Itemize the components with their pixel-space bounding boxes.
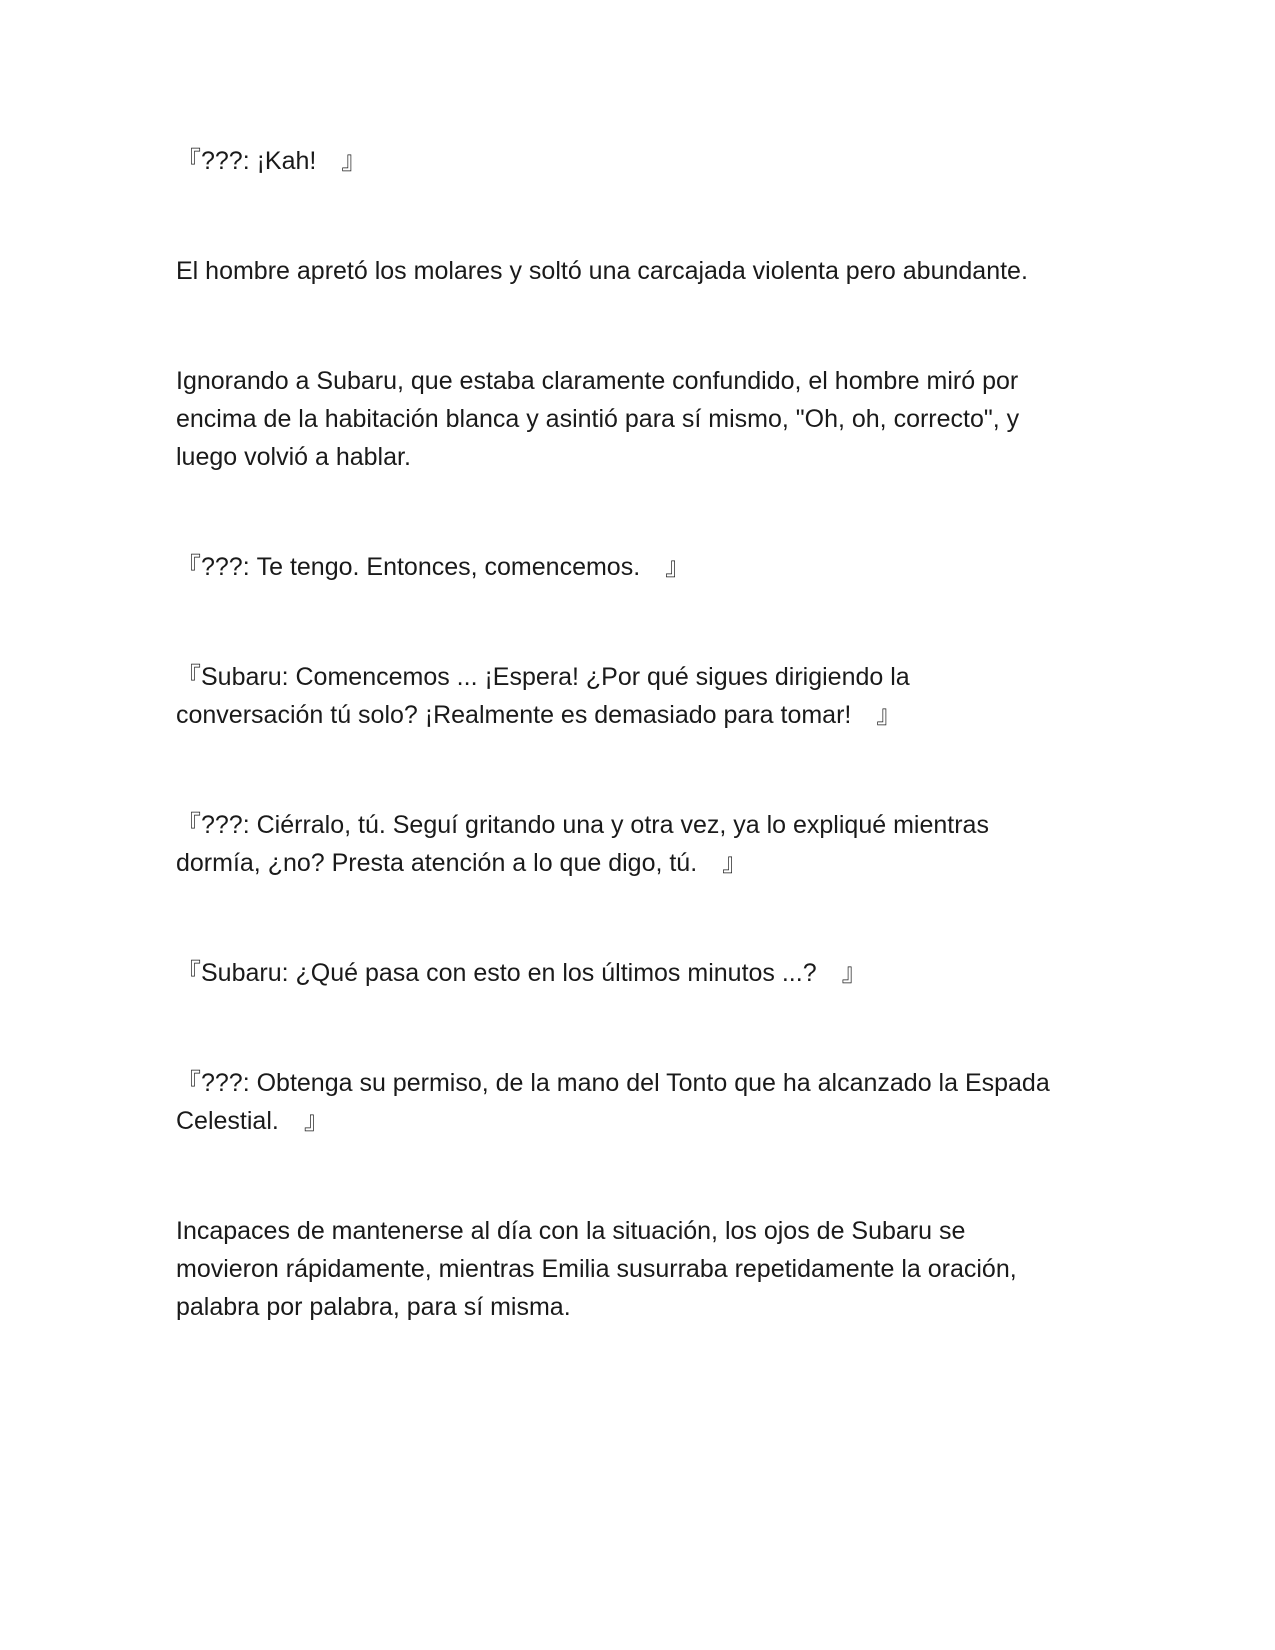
narration-paragraph: Incapaces de mantenerse al día con la situación, los ojos de Subaru se movieron rápidamente, mientras Emilia susurraba repetidamente la oración, palabra por palabra, para sí misma. — [176, 1217, 1017, 1321]
narration-paragraph: El hombre apretó los molares y soltó una carcajada violenta pero abundante. — [176, 257, 1028, 285]
dialogue-line: 『???: ¡Kah! 』 — [176, 147, 367, 175]
dialogue-line: 『???: Ciérralo, tú. Seguí gritando una y otra vez, ya lo expliqué mientras dormía, ¿no? Presta atención a lo que digo, tú. 』 — [176, 811, 989, 877]
dialogue-line: 『Subaru: Comencemos ... ¡Espera! ¿Por qué sigues dirigiendo la conversación tú solo? ¡Realmente es demasiado para tomar! 』 — [176, 663, 910, 729]
dialogue-line: 『???: Obtenga su permiso, de la mano del Tonto que ha alcanzado la Espada Celestial. 』 — [176, 1069, 1050, 1135]
document-body — [176, 142, 1116, 1326]
dialogue-line: 『???: Te tengo. Entonces, comencemos. 』 — [176, 553, 691, 581]
narration-paragraph: Ignorando a Subaru, que estaba claramente confundido, el hombre miró por encima de la habitación blanca y asintió para sí mismo, "Oh, oh, correcto", y luego volvió a hablar. — [176, 367, 1020, 471]
dialogue-line: 『Subaru: ¿Qué pasa con esto en los últimos minutos ...? 』 — [176, 959, 867, 987]
